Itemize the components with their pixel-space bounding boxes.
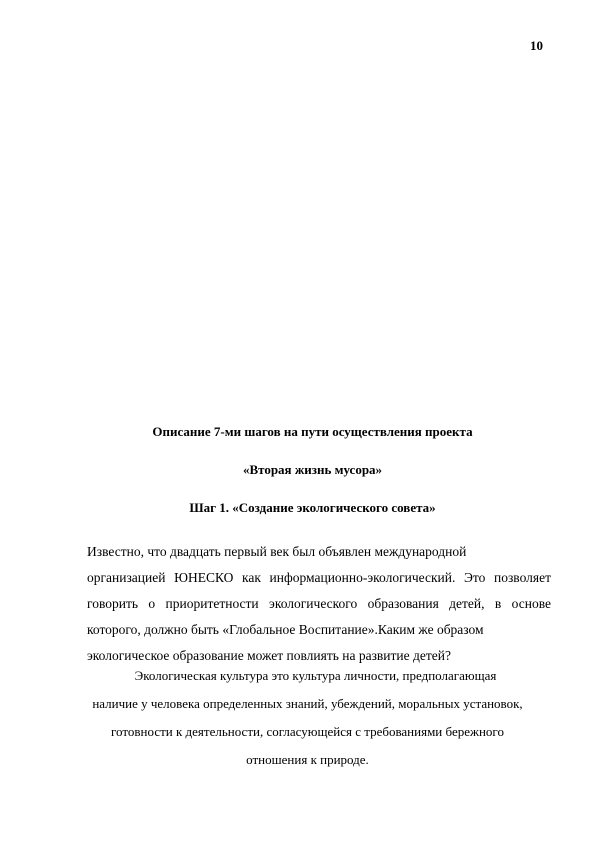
paragraph-line: готовности к деятельности, согласующейся с требованиями бережного (111, 724, 504, 739)
paragraph-line: наличие у человека определенных знаний, убеждений, моральных установок, (92, 696, 523, 711)
paragraph-line: Экологическая культура это культура личности, предполагающая (134, 668, 497, 683)
paragraph-line: организацией ЮНЕСКО как информационно-экологический. Это позволяет (87, 570, 551, 585)
paragraph-line: экологическое образование может повлиять на развитие детей? (87, 648, 451, 663)
paragraph-line: говорить о приоритетности экологического образования детей, в основе (87, 596, 551, 611)
paragraph-line: Известно, что двадцать первый век был объявлен международной (87, 544, 467, 559)
project-name: «Вторая жизнь мусора» (242, 462, 383, 477)
page-number: 10 (530, 38, 543, 53)
paragraph-line: отношения к природе. (246, 752, 369, 767)
document-title: Описание 7-ми шагов на пути осуществления проекта (152, 424, 473, 439)
paragraph-line: которого, должно быть «Глобальное Воспитание».Каким же образом (87, 622, 484, 637)
step-heading: Шаг 1. «Создание экологического совета» (189, 500, 436, 515)
